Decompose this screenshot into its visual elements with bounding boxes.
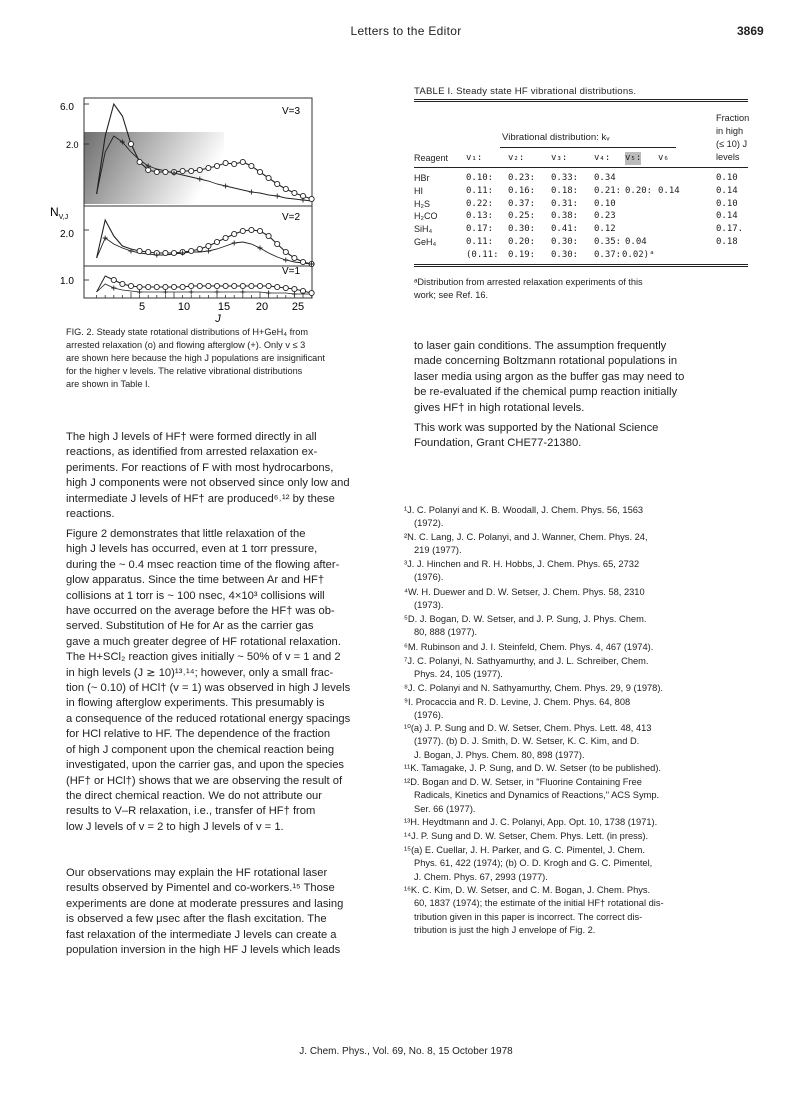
table-cell: 0.13: <box>466 211 494 222</box>
group-header-rule <box>500 147 676 148</box>
figure-2-plot <box>50 96 358 336</box>
table-cell: 0.17. <box>716 224 744 235</box>
paragraph-left-3 <box>66 866 343 958</box>
data-point-circle <box>275 181 280 186</box>
text-line: low J levels of v = 2 to high J levels of v = 1. <box>66 820 284 833</box>
xtick-15: 15 <box>217 301 231 313</box>
col-header-reagent: Reagent <box>414 153 449 163</box>
running-header: Letters to the Editor <box>350 24 462 38</box>
data-point-circle <box>214 283 219 288</box>
data-point-circle <box>232 231 237 236</box>
page-number: 3869 <box>737 24 764 38</box>
table-cell: 0.17: <box>466 224 494 235</box>
table-cell: 0.21: <box>594 185 622 196</box>
reference-item <box>404 613 784 640</box>
text-line: population inversion in the high HF J levels which leads <box>66 944 341 957</box>
data-point-circle <box>292 286 297 291</box>
table-rule-top-2 <box>414 101 748 102</box>
panel-label-v1: V=1 <box>282 266 301 277</box>
text-line: to laser gain conditions. The assumption frequently <box>414 340 667 352</box>
data-point-circle <box>163 169 168 174</box>
table-cell: 0.23: <box>508 173 536 183</box>
table-cell: 0.14 <box>658 185 680 196</box>
data-point-circle <box>232 161 237 166</box>
data-point-circle <box>189 168 194 173</box>
reference-line: (1972). <box>414 518 444 529</box>
data-point-circle <box>163 250 168 255</box>
reference-line: 60, 1837 (1974); the estimate of the initial HF† rotational dis- <box>414 898 664 909</box>
reference-line: ³J. J. Hinchen and R. H. Hobbs, J. Chem. Phys. 65, 2732 <box>404 559 640 569</box>
data-point-plus <box>232 241 237 246</box>
text-line: glow apparatus. Since the time between Ar and HF† <box>66 574 325 587</box>
reference-item <box>404 844 784 884</box>
table-cell: 0.37: <box>508 198 536 209</box>
table-cell: 0.11: <box>466 185 494 196</box>
text-line: in flowing afterglow experiments. This presumably is <box>66 697 325 710</box>
data-point-circle <box>266 233 271 238</box>
data-point-circle <box>275 241 280 246</box>
table-cell: 0.30: <box>551 237 579 247</box>
data-point-circle <box>257 169 262 174</box>
col-header-v6: v₆ <box>658 153 669 163</box>
reference-item <box>404 762 784 775</box>
data-point-circle <box>171 284 176 289</box>
data-point-circle <box>223 160 228 165</box>
reference-item <box>404 816 784 829</box>
data-point-circle <box>197 283 202 288</box>
data-point-circle <box>180 168 185 173</box>
reference-line: J. Chem. Phys. 67, 2993 (1977). <box>414 871 548 882</box>
table-cell: 0.16: <box>508 185 536 196</box>
table-cell: 0.19: <box>508 249 536 260</box>
data-point-circle <box>154 284 159 289</box>
text-line: Foundation, Grant CHE77-21380. <box>414 437 582 450</box>
reference-line: ¹⁵(a) E. Cuellar, J. H. Parker, and G. C. Pimentel, J. Chem. <box>404 845 646 855</box>
table-cell: GeH₄ <box>414 237 437 247</box>
data-point-circle <box>249 227 254 232</box>
text-line: Our observations may explain the HF rotational laser <box>66 867 328 879</box>
text-line: the direct chemical reaction. We do not attribute our <box>66 789 322 802</box>
xtick-10: 10 <box>177 301 191 313</box>
data-point-circle <box>214 163 219 168</box>
text-line: gives HF† in high rotational levels. <box>414 401 585 414</box>
reference-item <box>404 531 784 558</box>
data-point-circle <box>223 235 228 240</box>
text-line: results observed by Pimentel and co-workers.¹⁵ Those <box>66 882 335 895</box>
panel-label-v3: V=3 <box>282 106 301 117</box>
text-line: during the ~ 0.4 msec reaction time of the flowing after- <box>66 558 340 571</box>
table-cell: (0.11: <box>466 249 499 260</box>
text-line: gave a much greater degree of HF rotational relaxation. <box>66 635 341 648</box>
paragraph-left-2 <box>66 527 350 835</box>
ytick-v3: 6.0 <box>60 102 74 113</box>
text-line: have occurred on the average before the HF† was ob- <box>66 605 335 618</box>
table-cell: 0.20: <box>508 237 536 247</box>
reference-line: 80, 888 (1977). <box>414 627 478 638</box>
reference-line: (1977). (b) D. J. Smith, D. W. Setser, K. C. Kim, and D. <box>414 736 640 747</box>
table-cell: 0.11: <box>466 237 494 247</box>
reference-item <box>404 586 784 613</box>
data-point-circle <box>137 159 142 164</box>
text-line: reactions. <box>66 508 115 521</box>
text-line: intermediate J levels of HF† are produced⁶˒¹² by these <box>66 492 335 505</box>
reference-item <box>404 558 784 585</box>
reference-line: J. Bogan, J. Phys. Chem. 80, 898 (1977). <box>414 749 585 760</box>
table-cell: 0.22: <box>466 198 494 209</box>
data-point-circle <box>206 243 211 248</box>
data-point-plus <box>283 258 288 263</box>
data-point-plus <box>266 291 271 296</box>
data-point-circle <box>214 239 219 244</box>
figure-caption-line: for the higher v levels. The relative vibrational distributions <box>66 366 303 376</box>
table-cell: 0.18: <box>551 185 579 196</box>
reference-line: ¹¹K. Tamagake, J. P. Sung, and D. W. Setser (to be published). <box>404 763 662 773</box>
ytick-extra: 2.0 <box>66 140 79 150</box>
reference-item <box>404 722 784 762</box>
paragraph-left-1 <box>66 430 350 522</box>
data-point-plus <box>163 290 168 295</box>
reference-line: ¹⁶K. C. Kim, D. W. Setser, and C. M. Bogan, J. Chem. Phys. <box>404 885 651 895</box>
reference-line: (1976). <box>414 710 444 721</box>
table-rule-top <box>414 99 748 100</box>
col-header-v5: v₅: <box>625 153 642 163</box>
table-cell: 0.10 <box>594 198 616 209</box>
data-point-circle <box>120 281 125 286</box>
reference-item <box>404 655 784 682</box>
data-point-circle <box>137 284 142 289</box>
data-point-circle <box>163 284 168 289</box>
table-cell: 0.18 <box>716 237 738 247</box>
table-cell: H₂S <box>414 198 430 209</box>
text-line: made concerning Boltzmann rotational populations in <box>414 355 678 368</box>
text-line: fast relaxation of the intermediate J levels can create a <box>66 928 337 941</box>
journal-footer: J. Chem. Phys., Vol. 69, No. 8, 15 October 1978 <box>299 1046 513 1057</box>
xtick-20: 20 <box>255 301 269 313</box>
table-cell: HI <box>414 185 423 196</box>
paragraph-right-1 <box>414 339 684 416</box>
data-point-plus <box>249 190 254 195</box>
text-line: (HF† or HCl†) shows that we are observing the result of <box>66 774 343 787</box>
data-point-circle <box>197 246 202 251</box>
data-point-circle <box>292 255 297 260</box>
data-point-circle <box>171 250 176 255</box>
text-line: be re-evaluated if the chemical pump reaction initially <box>414 386 678 399</box>
data-point-plus <box>206 249 211 254</box>
figure-caption-line: are shown in Table I. <box>66 379 151 389</box>
text-line: for HCl relative to HF. The dependence of the fraction <box>66 728 331 741</box>
data-point-circle <box>292 190 297 195</box>
reference-line: ¹⁴J. P. Sung and D. W. Setser, Chem. Phys. Lett. (in press). <box>404 831 649 841</box>
text-line: The H+SCl₂ reaction gives initially ~ 50% of v = 1 and 2 <box>66 651 341 664</box>
reference-line: Phys. 61, 422 (1974); (b) O. D. Krogh and G. C. Pimentel, <box>414 858 653 869</box>
table-cell: SiH₄ <box>414 224 433 235</box>
data-point-plus <box>137 290 142 295</box>
data-point-circle <box>206 283 211 288</box>
figure-2 <box>50 96 358 336</box>
data-point-circle <box>266 175 271 180</box>
data-point-plus <box>258 246 263 251</box>
reference-line: (1973). <box>414 600 444 611</box>
reference-line: ¹⁰(a) J. P. Sung and D. W. Setser, Chem. Phys. Lett. 48, 413 <box>404 723 652 733</box>
data-point-circle <box>146 249 151 254</box>
table-cell: 0.41: <box>551 224 579 235</box>
table-rule-bottom <box>414 264 748 265</box>
col-header-v4: v₄: <box>594 153 611 163</box>
data-point-circle <box>257 283 262 288</box>
reference-line: ⁴W. H. Duewer and D. W. Setser, J. Chem. Phys. 58, 2310 <box>404 587 645 597</box>
panel-label-v2: V=2 <box>282 212 301 223</box>
table-footnote: ᵃDistribution from arrested relaxation experiments of this work; see Ref. 16. <box>414 277 643 300</box>
data-point-circle <box>137 248 142 253</box>
table-cell: 0.34 <box>594 173 616 183</box>
data-point-circle <box>223 283 228 288</box>
reference-line: (1976). <box>414 572 444 583</box>
data-point-circle <box>283 285 288 290</box>
table-caption: TABLE I. Steady state HF vibrational distributions. <box>414 86 637 97</box>
reference-line: ⁹I. Procaccia and R. D. Levine, J. Chem. Phys. 64, 808 <box>404 697 631 707</box>
data-point-circle <box>128 283 133 288</box>
reference-item <box>404 696 784 723</box>
data-point-circle <box>128 141 133 146</box>
table-cell: 0.25: <box>508 211 536 222</box>
text-line: high J components were not observed since only low and <box>66 477 350 490</box>
reference-item <box>404 830 784 843</box>
data-point-circle <box>266 283 271 288</box>
table-cell: 0.10 <box>716 198 738 209</box>
data-point-circle <box>206 165 211 170</box>
reference-line: tribution is just the high J envelope of Fig. 2. <box>414 925 596 936</box>
table-cell: 0.33: <box>551 173 579 183</box>
data-point-circle <box>309 196 314 201</box>
table-cell: 0.12 <box>594 224 616 235</box>
data-point-circle <box>189 283 194 288</box>
data-point-circle <box>275 284 280 289</box>
data-point-plus <box>240 290 245 295</box>
reference-line: ⁸J. C. Polanyi and N. Sathyamurthy, Chem. Phys. 29, 9 (1978). <box>404 683 664 693</box>
paragraph-right-2 <box>414 421 658 452</box>
figure-caption-line: are shown here because the high J populations are insignificant <box>66 353 325 363</box>
reference-line: ⁶M. Rubinson and J. I. Steinfeld, Chem. Phys. 4, 467 (1974). <box>404 642 654 652</box>
text-line: in high levels (J ≳ 10)¹³˒¹⁴; however, only a small frac- <box>66 666 334 679</box>
data-point-circle <box>240 283 245 288</box>
data-point-plus <box>189 290 194 295</box>
reference-item <box>404 776 784 816</box>
text-line: investigated, upon the carrier gas, and upon the species <box>66 759 345 772</box>
table-cell: 0.35: <box>594 237 622 247</box>
data-point-circle <box>240 228 245 233</box>
fraction-header: Fraction in high (≤ 10) J levels <box>716 113 750 162</box>
text-line: Figure 2 demonstrates that little relaxation of the <box>66 528 306 540</box>
table-cell: 0.14 <box>716 211 738 222</box>
xtick-5: 5 <box>138 301 146 313</box>
reference-line: Phys. 24, 105 (1977). <box>414 669 503 680</box>
table-cell: H₂CO <box>414 211 438 222</box>
text-line: results to V–R relaxation, i.e., transfer of HF† from <box>66 805 316 818</box>
table-cell: 0.10: <box>466 173 494 183</box>
text-line: This work was supported by the National Science <box>414 422 659 434</box>
reference-line: ⁷J. C. Polanyi, N. Sathyamurthy, and J. L. Schreiber, Chem. <box>404 656 649 666</box>
text-line: high J levels has occurred, even at 1 torr pressure, <box>66 543 318 556</box>
table-cell: 0.02)ᵃ <box>622 249 655 260</box>
data-point-circle <box>146 284 151 289</box>
table-cell: 0.20: <box>625 185 653 196</box>
text-line: reactions, as identified from arrested relaxation ex- <box>66 446 318 459</box>
reference-item <box>404 641 784 654</box>
data-point-circle <box>300 259 305 264</box>
col-header-v1: v₁: <box>466 153 483 163</box>
data-point-circle <box>232 283 237 288</box>
text-line: experiments are done at moderate pressures and lasing <box>66 897 344 910</box>
reference-item <box>404 504 784 531</box>
reference-line: 219 (1977). <box>414 545 462 556</box>
data-point-circle <box>309 290 314 295</box>
reference-item <box>404 682 784 695</box>
col-header-v2: v₂: <box>508 153 525 163</box>
table-rule-bottom-2 <box>414 266 748 267</box>
data-point-circle <box>111 277 116 282</box>
table-cell: 0.10 <box>716 173 738 183</box>
table-cell: 0.30: <box>508 224 536 235</box>
text-line: periments. For reactions of F with most hydrocarbons, <box>66 461 334 474</box>
ytick-v1: 1.0 <box>60 276 74 287</box>
reference-line: ¹J. C. Polanyi and K. B. Woodall, J. Chem. Phys. 56, 1563 <box>404 505 644 515</box>
text-line: The high J levels of HF† were formed directly in all <box>66 431 317 443</box>
table-cell: 0.31: <box>551 198 579 209</box>
text-line: of high J component upon the chemical reaction being <box>66 743 335 756</box>
table-cell: 0.04 <box>625 237 647 247</box>
reference-line: Ser. 66 (1977). <box>414 803 476 814</box>
reference-line: ⁵D. J. Bogan, D. W. Setser, and J. P. Sung, J. Phys. Chem. <box>404 614 647 624</box>
x-axis-label: J <box>215 313 221 325</box>
data-point-circle <box>180 284 185 289</box>
data-point-circle <box>240 159 245 164</box>
text-line: a consequence of the reduced rotational energy spacings <box>66 712 351 725</box>
vibrational-group-header: Vibrational distribution: kᵥ <box>502 132 610 143</box>
table-cell: 0.30: <box>551 249 579 260</box>
table-cell: 0.14 <box>716 185 738 196</box>
table-cell: 0.23 <box>594 211 616 222</box>
y-axis-label: $N_{V,J}$ <box>50 205 69 221</box>
reference-line: ²N. C. Lang, J. C. Polanyi, and J. Wanner, Chem. Phys. 24, <box>404 532 648 542</box>
data-point-circle <box>257 228 262 233</box>
data-point-circle <box>189 248 194 253</box>
text-line: is observed a few μsec after the flash excitation. The <box>66 913 327 926</box>
reference-line: ¹²D. Bogan and D. W. Setser, in "Fluorine Containing Free <box>404 777 642 787</box>
text-line: served. Substitution of He for Ar as the carrier gas <box>66 620 314 633</box>
data-point-circle <box>249 283 254 288</box>
data-point-circle <box>154 169 159 174</box>
table-cell: 0.38: <box>551 211 579 222</box>
data-point-plus <box>275 194 280 199</box>
text-line: tion (~ 0.10) of HCl† (v = 1) was observed in high J levels <box>66 682 351 695</box>
figure-caption-line: arrested relaxation (o) and flowing afterglow (+). Only v ≤ 3 <box>66 340 306 350</box>
xtick-25: 25 <box>291 301 305 313</box>
col-header-v3: v₃: <box>551 153 568 163</box>
reference-line: Radicals, Kinetics and Dynamics of Reactions," ACS Symp. <box>414 790 660 801</box>
data-point-circle <box>197 167 202 172</box>
text-line: collisions at 1 torr is ~ 100 nsec, 4×10³ collisions will <box>66 589 325 602</box>
reference-line: ¹³H. Heydtmann and J. C. Polanyi, App. Opt. 10, 1738 (1971). <box>404 817 658 827</box>
data-point-plus <box>111 286 116 291</box>
reference-item <box>404 884 784 938</box>
table-rule-header <box>414 167 748 168</box>
ytick-v2: 2.0 <box>60 229 74 240</box>
text-line: laser media using argon as the buffer gas may need to <box>414 370 685 383</box>
table-cell: 0.37: <box>594 249 622 260</box>
table-cell: HBr <box>414 173 430 183</box>
reference-line: tribution given in this paper is incorrect. The correct dis- <box>414 911 643 922</box>
data-point-circle <box>283 249 288 254</box>
figure-caption-line: FIG. 2. Steady state rotational distributions of H+GeH₄ from <box>66 327 308 337</box>
figure-caption <box>66 326 396 391</box>
data-point-circle <box>283 186 288 191</box>
data-point-circle <box>249 163 254 168</box>
